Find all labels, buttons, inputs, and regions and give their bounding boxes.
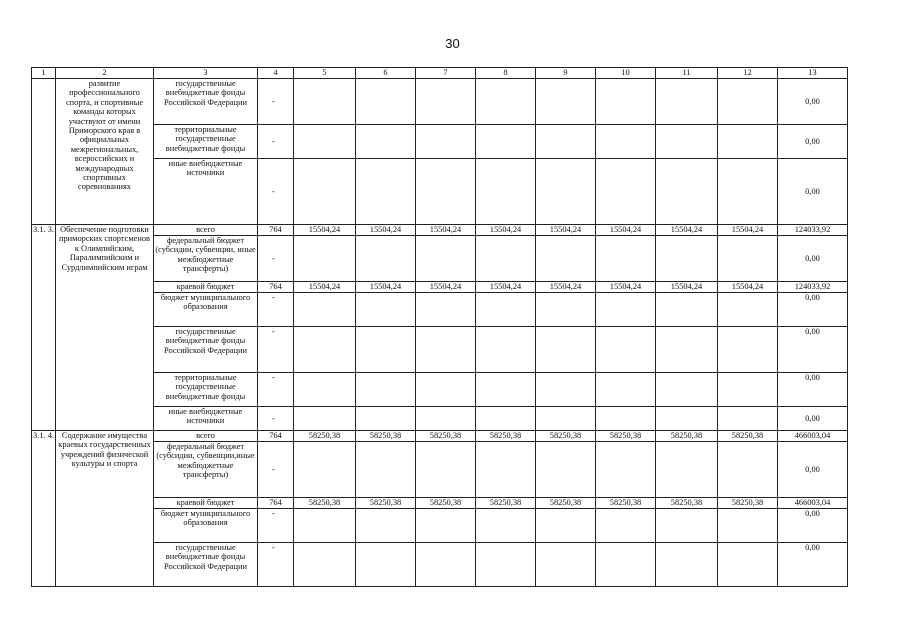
funding-source: всего [154,431,258,442]
column-header: 3 [154,68,258,79]
year-value: 58250,38 [294,498,356,509]
year-value: 58250,38 [718,498,778,509]
year-value: 58250,38 [718,431,778,442]
header-row [32,68,848,79]
year-value [536,543,596,587]
year-value: 15504,24 [596,282,656,293]
year-value [294,543,356,587]
column-header: 7 [416,68,476,79]
year-value: 15504,24 [536,225,596,236]
year-value [294,327,356,373]
year-value: 58250,38 [356,498,416,509]
table-row [32,498,848,509]
total-value: 0,00 [778,442,848,498]
column-4-value: - [258,442,294,498]
funding-source: бюджет муниципального образования [154,509,258,543]
year-value [294,159,356,225]
year-value [718,327,778,373]
year-value [294,236,356,282]
table-row [32,373,848,407]
year-value [416,236,476,282]
year-value [536,373,596,407]
year-value [356,236,416,282]
year-value [416,327,476,373]
year-value [476,442,536,498]
table-row [32,79,848,125]
year-value: 58250,38 [596,431,656,442]
year-value [718,293,778,327]
total-value: 466003,04 [778,431,848,442]
year-value: 58250,38 [596,498,656,509]
year-value: 15504,24 [294,282,356,293]
column-4-value: - [258,327,294,373]
year-value [718,79,778,125]
year-value: 15504,24 [416,282,476,293]
year-value [536,442,596,498]
year-value [476,159,536,225]
year-value: 15504,24 [476,225,536,236]
year-value [294,79,356,125]
year-value [416,509,476,543]
total-value: 0,00 [778,125,848,159]
year-value [718,125,778,159]
year-value [476,543,536,587]
year-value: 15504,24 [294,225,356,236]
year-value: 58250,38 [656,431,718,442]
year-value [596,327,656,373]
year-value [356,442,416,498]
year-value: 58250,38 [536,498,596,509]
column-4-value: - [258,543,294,587]
funding-source: краевой бюджет [154,282,258,293]
year-value [718,236,778,282]
column-header: 5 [294,68,356,79]
table-row [32,431,848,442]
item-number [32,79,56,225]
year-value: 15504,24 [356,225,416,236]
year-value [656,236,718,282]
year-value [656,407,718,431]
year-value [476,373,536,407]
column-header: 13 [778,68,848,79]
column-header: 4 [258,68,294,79]
column-header: 12 [718,68,778,79]
year-value [536,509,596,543]
table-row [32,225,848,236]
year-value: 15504,24 [356,282,416,293]
year-value: 58250,38 [294,431,356,442]
funding-source: всего [154,225,258,236]
year-value [596,125,656,159]
column-header: 9 [536,68,596,79]
year-value [718,509,778,543]
table-row [32,293,848,327]
year-value [656,79,718,125]
budget-table [31,67,848,587]
column-header: 2 [56,68,154,79]
year-value [356,79,416,125]
year-value [356,159,416,225]
year-value [596,159,656,225]
year-value [416,407,476,431]
funding-source: государственные внебюджетные фонды Российской Федерации [154,543,258,587]
year-value [356,293,416,327]
year-value [596,509,656,543]
year-value [656,442,718,498]
year-value [656,293,718,327]
table-row [32,125,848,159]
table-row [32,442,848,498]
year-value: 15504,24 [416,225,476,236]
column-4-value: - [258,509,294,543]
year-value [718,543,778,587]
column-4-value: - [258,79,294,125]
year-value [596,442,656,498]
year-value [416,373,476,407]
column-4-value: 764 [258,431,294,442]
total-value: 124033,92 [778,282,848,293]
year-value [416,79,476,125]
total-value: 0,00 [778,543,848,587]
year-value [356,327,416,373]
table-row [32,159,848,225]
table-row [32,543,848,587]
year-value: 15504,24 [476,282,536,293]
year-value [294,509,356,543]
column-header: 8 [476,68,536,79]
year-value [596,373,656,407]
year-value: 58250,38 [476,498,536,509]
year-value [476,125,536,159]
funding-source: краевой бюджет [154,498,258,509]
year-value [356,373,416,407]
year-value [718,373,778,407]
year-value [356,543,416,587]
year-value [536,293,596,327]
year-value [718,407,778,431]
funding-source: федеральный бюджет (субсидии, субвенции,иные межбюджетные трансферты) [154,442,258,498]
year-value [416,293,476,327]
year-value: 15504,24 [656,225,718,236]
column-header: 1 [32,68,56,79]
year-value [718,442,778,498]
year-value [596,236,656,282]
total-value: 0,00 [778,79,848,125]
year-value [536,236,596,282]
year-value [536,125,596,159]
item-number: 3.1. 4. [32,431,56,587]
table-row [32,407,848,431]
year-value [476,293,536,327]
table-row [32,509,848,543]
total-value: 0,00 [778,236,848,282]
year-value: 58250,38 [356,431,416,442]
funding-source: территориальные государственные внебюджетные фонды [154,125,258,159]
funding-source: государственные внебюджетные фонды Российской Федерации [154,79,258,125]
year-value [294,442,356,498]
column-4-value: - [258,407,294,431]
year-value [476,509,536,543]
year-value: 58250,38 [536,431,596,442]
year-value [416,125,476,159]
column-4-value: - [258,159,294,225]
funding-source: иные внебюджетные источники [154,407,258,431]
funding-source: иные внебюджетные источники [154,159,258,225]
funding-source: территориальные государственные внебюджетные фонды [154,373,258,407]
year-value [416,442,476,498]
year-value [656,373,718,407]
column-4-value: - [258,125,294,159]
year-value [476,79,536,125]
year-value [294,373,356,407]
year-value [596,543,656,587]
item-name: Обеспечение подготовки приморских спортсменов к Олимпийским, Паралимпийским и Сурдлимпийским играм [56,225,154,431]
total-value: 466003,04 [778,498,848,509]
year-value: 15504,24 [718,225,778,236]
year-value [536,79,596,125]
column-header: 10 [596,68,656,79]
column-header: 11 [656,68,718,79]
total-value: 0,00 [778,159,848,225]
year-value [294,293,356,327]
funding-source: федеральный бюджет (субсидии, субвенции, иные межбюджетные трансферты) [154,236,258,282]
year-value [294,407,356,431]
year-value [356,509,416,543]
table-row [32,327,848,373]
column-4-value: - [258,373,294,407]
year-value [536,327,596,373]
year-value [596,293,656,327]
year-value: 58250,38 [416,498,476,509]
year-value: 58250,38 [416,431,476,442]
table-row [32,236,848,282]
year-value [476,327,536,373]
year-value: 15504,24 [718,282,778,293]
item-name: развитие профессионального спорта, и спортивные команды которых участвуют от имени Приморского края в официальных межрегиональных, всероссийских и международных спортивных соревнованиях [56,79,154,225]
year-value [656,543,718,587]
column-header: 6 [356,68,416,79]
total-value: 0,00 [778,327,848,373]
item-number: 3.1. 3. [32,225,56,431]
year-value [536,407,596,431]
year-value [656,327,718,373]
total-value: 0,00 [778,509,848,543]
year-value: 15504,24 [536,282,596,293]
year-value: 15504,24 [596,225,656,236]
year-value [416,543,476,587]
total-value: 0,00 [778,407,848,431]
year-value: 15504,24 [656,282,718,293]
year-value [656,159,718,225]
column-4-value: - [258,293,294,327]
year-value [476,407,536,431]
year-value [416,159,476,225]
year-value [356,407,416,431]
column-4-value: 764 [258,225,294,236]
year-value [294,125,356,159]
column-4-value: 764 [258,498,294,509]
total-value: 124033,92 [778,225,848,236]
funding-source: государственные внебюджетные фонды Российской Федерации [154,327,258,373]
funding-source: бюджет муниципального образования [154,293,258,327]
year-value [356,125,416,159]
year-value: 58250,38 [476,431,536,442]
year-value [536,159,596,225]
year-value [656,125,718,159]
column-4-value: - [258,236,294,282]
total-value: 0,00 [778,373,848,407]
year-value [476,236,536,282]
column-4-value: 764 [258,282,294,293]
year-value [596,79,656,125]
table-row [32,282,848,293]
year-value: 58250,38 [656,498,718,509]
item-name: Содержание имущества краевых государственных учреждений физической культуры и спорта [56,431,154,587]
total-value: 0,00 [778,293,848,327]
year-value [596,407,656,431]
year-value [656,509,718,543]
page-number: 30 [445,36,460,51]
year-value [718,159,778,225]
